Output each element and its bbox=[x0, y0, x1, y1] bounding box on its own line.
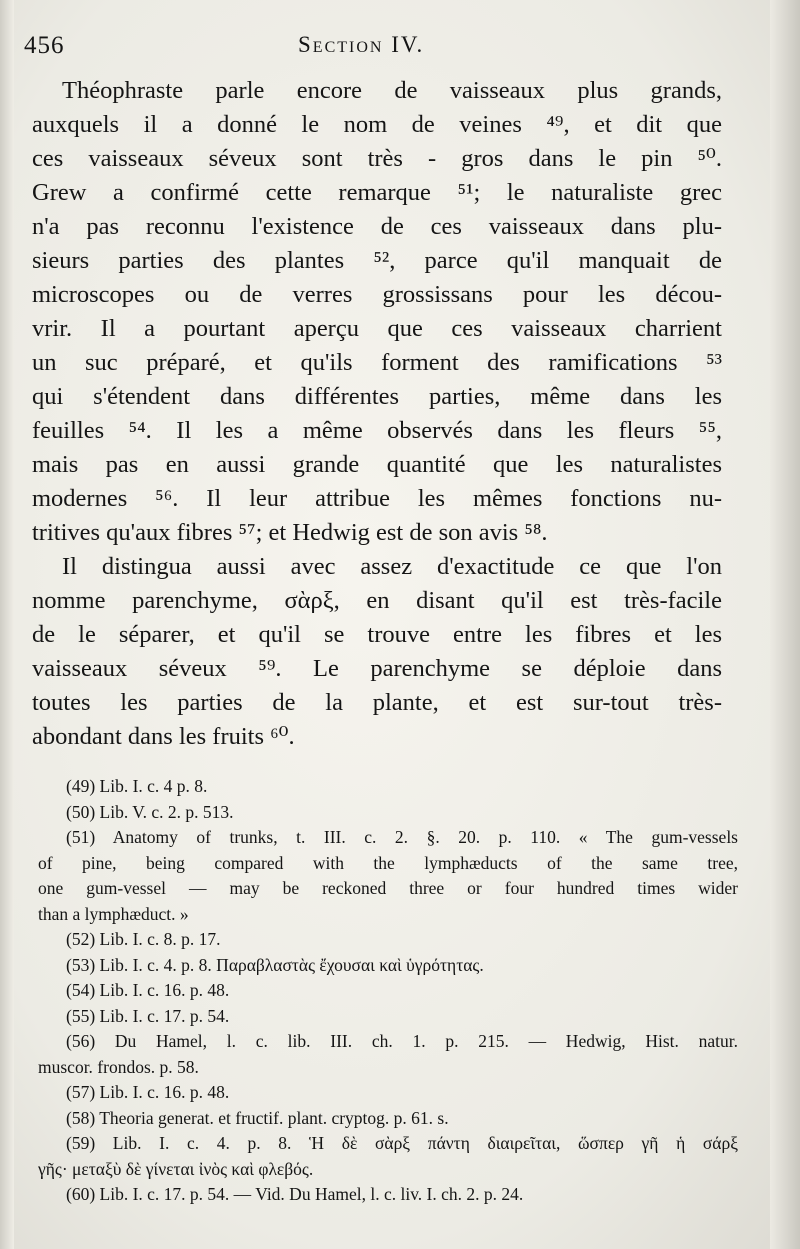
footnote-line: (50) Lib. V. c. 2. p. 513. bbox=[66, 801, 234, 822]
footnote-line: muscor. frondos. p. 58. bbox=[38, 1056, 199, 1077]
body-line: auxquels il a donné le nom de veines ⁴⁹, et dit que bbox=[32, 111, 722, 138]
footnote-line: (60) Lib. I. c. 17. p. 54. — Vid. Du Hamel, l. c. liv. I. ch. 2. p. 24. bbox=[66, 1184, 524, 1204]
body-line: de le séparer, et qu'il se trouve entre les fibres et les bbox=[32, 621, 722, 648]
footnotes bbox=[38, 774, 738, 1208]
page-edge-shadow bbox=[770, 0, 800, 1249]
footnote-line: γῆς· μεταξὺ δὲ γίνεται ἰνὸς καὶ φλεβός. bbox=[38, 1158, 314, 1179]
body-line: ces vaisseaux séveux sont très - gros dans le pin ⁵⁰. bbox=[32, 145, 722, 172]
body-line: sieurs parties des plantes ⁵², parce qu'il manquait de bbox=[32, 247, 722, 274]
footnote-line: one gum-vessel — may be reckoned three or four hundred times wider bbox=[38, 878, 738, 898]
footnote-line: (53) Lib. I. c. 4. p. 8. Παραβλαστὰς ἔχουσαι καὶ ὑγρότητας. bbox=[66, 954, 484, 975]
page-number: 456 bbox=[24, 32, 65, 59]
page-gutter-shadow bbox=[0, 0, 14, 1249]
running-head: Section IV. bbox=[298, 32, 425, 57]
body-line: abondant dans les fruits ⁶⁰. bbox=[32, 723, 295, 750]
footnote-line: (59) Lib. I. c. 4. p. 8. Ἡ δὲ σὰρξ πάντη διαιρεῖται, ὥσπερ γῆ ἡ σάρξ bbox=[66, 1133, 738, 1153]
body-line: tritives qu'aux fibres ⁵⁷; et Hedwig est de son avis ⁵⁸. bbox=[32, 519, 548, 546]
body-line: feuilles ⁵⁴. Il les a même observés dans les fleurs ⁵⁵, bbox=[32, 417, 722, 444]
body-line: qui s'étendent dans différentes parties, même dans les bbox=[32, 383, 722, 410]
body-text bbox=[32, 74, 722, 754]
footnote-line: than a lymphæduct. » bbox=[38, 903, 189, 924]
body-line: toutes les parties de la plante, et est sur-tout très- bbox=[32, 689, 722, 716]
body-line: microscopes ou de verres grossissans pour les décou- bbox=[32, 281, 722, 308]
footnote-line: (57) Lib. I. c. 16. p. 48. bbox=[66, 1082, 230, 1102]
footnote-line: (56) Du Hamel, l. c. lib. III. ch. 1. p. 215. — Hedwig, Hist. natur. bbox=[66, 1031, 738, 1051]
footnote-line: (58) Theoria generat. et fructif. plant. cryptog. p. 61. s. bbox=[66, 1107, 449, 1128]
body-line: nomme parenchyme, σὰρξ, en disant qu'il est très-facile bbox=[32, 587, 722, 614]
body-line: Grew a confirmé cette remarque ⁵¹; le naturaliste grec bbox=[32, 179, 722, 206]
page-header bbox=[24, 30, 724, 66]
body-line: vaisseaux séveux ⁵⁹. Le parenchyme se déploie dans bbox=[32, 655, 722, 682]
body-line: Il distingua aussi avec assez d'exactitude ce que l'on bbox=[62, 553, 722, 580]
body-line: un suc préparé, et qu'ils forment des ramifications ⁵³ bbox=[32, 349, 722, 376]
footnote-line: (55) Lib. I. c. 17. p. 54. bbox=[66, 1005, 230, 1026]
body-line: modernes ⁵⁶. Il leur attribue les mêmes fonctions nu- bbox=[32, 485, 722, 512]
body-line: Théophraste parle encore de vaisseaux plus grands, bbox=[62, 77, 722, 104]
footnote-line: (49) Lib. I. c. 4 p. 8. bbox=[66, 776, 208, 796]
body-line: vrir. Il a pourtant aperçu que ces vaisseaux charrient bbox=[32, 315, 722, 342]
footnote-line: of pine, being compared with the lymphæducts of the same tree, bbox=[38, 852, 738, 873]
body-line: n'a pas reconnu l'existence de ces vaisseaux dans plu- bbox=[32, 213, 722, 240]
footnote-line: (51) Anatomy of trunks, t. III. c. 2. §. 20. p. 110. « The gum-vessels bbox=[66, 827, 738, 847]
footnote-line: (54) Lib. I. c. 16. p. 48. bbox=[66, 980, 230, 1000]
body-line: mais pas en aussi grande quantité que les naturalistes bbox=[32, 451, 722, 478]
footnote-line: (52) Lib. I. c. 8. p. 17. bbox=[66, 929, 221, 949]
